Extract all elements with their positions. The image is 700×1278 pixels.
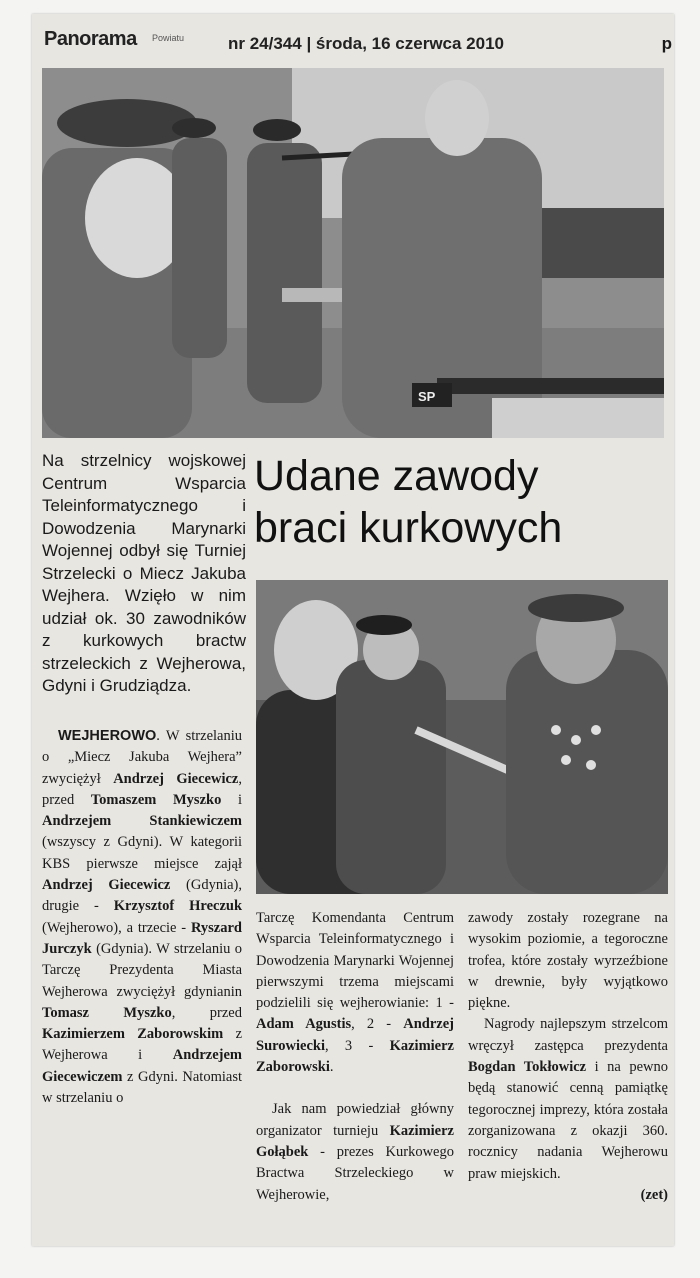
person-name: Tomaszem Myszko <box>90 791 222 808</box>
text-run: , 2 - <box>351 1016 404 1033</box>
person-name: Andrzej Giecewicz <box>113 770 239 787</box>
person-name: Kazimierz Zaborowski <box>256 1037 454 1076</box>
text-run: , 3 - <box>325 1037 390 1054</box>
text-run: (Wejherowo), a trzecie - <box>42 919 191 936</box>
text-run: z Gdyni. Natomiast w strzelaniu o <box>42 1068 242 1107</box>
text-run: Tarczę Komendanta Centrum Wsparcia Teleinformatycznego i Dowodzenia Marynarki Wojennej pierwszymi trzema miejscami podzielili się wejherowianie: 1 - <box>256 910 454 1012</box>
logo-text: Panorama <box>44 28 137 50</box>
person-name: Tomasz Myszko <box>42 1004 172 1021</box>
person-name: Adam Agustis <box>256 1016 352 1033</box>
text-run: Jak nam powiedział główny organizator turnieju <box>256 1101 454 1139</box>
text-run: (Gdynia). W strzelaniu o Tarczę Prezydenta Miasta Wejherowa zwyciężył gdynianin <box>42 940 242 1000</box>
masthead <box>44 22 674 62</box>
article-column-3 <box>468 908 668 1206</box>
person-name: Kazimierz Gołąbek <box>256 1122 454 1160</box>
person-name: Ryszard Jurczyk <box>42 919 242 957</box>
headline-line-2: braci kurkowych <box>254 504 563 552</box>
person-name: Bogdan Tokłowicz <box>468 1059 587 1076</box>
photo-shooting-range-drawing <box>42 68 664 438</box>
article-column-2 <box>256 908 454 1206</box>
photo-shooting-range <box>42 68 664 438</box>
paragraph <box>42 726 242 1109</box>
logo-subtitle: Powiatu <box>152 33 185 43</box>
text-run: (wszyscy z Gdyni). W kategorii KBS pierwsze miejsce zajął <box>42 834 242 872</box>
paragraph <box>468 1014 668 1184</box>
text-run: i na pewno będą stanowić cenną pamiątkę tegorocznej imprezy, która została zorganizowana z okazji 360. rocznicy nadania Wejherowu praw miejskich. <box>468 1059 669 1182</box>
cut-off-text: p <box>661 34 672 53</box>
text-run: . W strzelaniu o „Miecz Jakuba Wejhera” zwyciężył <box>42 728 242 787</box>
article-lead: Na strzelnicy wojskowej Centrum Wsparcia Teleinformatycznego i Dowodzenia Marynarki Wojennej odbył się Turniej Strzelecki o Miecz Jakuba Wejhera. Wzięło w nim udział ok. 30 zawodników z kurkowych bractw strzeleckich z Wejherowa, Gdyni i Grudziądza. <box>42 451 246 695</box>
person-name: Andrzej Giecewicz <box>42 877 171 894</box>
photo-award-ceremony <box>256 580 668 894</box>
text-run: i <box>221 791 242 808</box>
paragraph <box>256 908 454 1078</box>
author-signature: (zet) <box>640 1186 668 1203</box>
photo-award-ceremony-drawing <box>256 580 668 894</box>
newspaper-logo <box>44 28 137 51</box>
person-name: Andrzej Surowiecki <box>256 1016 454 1054</box>
headline-line-1: Udane zawody <box>254 452 539 500</box>
article-headline <box>254 450 669 554</box>
text-run: Nagrody najlepszym strzelcom wręczył zastępca prezydenta <box>468 1016 668 1054</box>
person-name: Andrzejem Giecewiczem <box>42 1047 242 1085</box>
newspaper-clipping <box>32 14 674 1246</box>
dateline: WEJHEROWO <box>58 728 157 744</box>
text-run: z Wejherowa i <box>42 1026 242 1064</box>
person-name: Kazimierzem Zaborowskim <box>42 1026 224 1043</box>
text-run: (Gdynia), drugie - <box>42 877 242 915</box>
text-run: , przed <box>171 1004 242 1021</box>
person-name: Krzysztof Hreczuk <box>113 898 243 915</box>
issue-info: nr 24/344 | środa, 16 czerwca 2010 <box>228 34 504 53</box>
text-run: , przed <box>42 770 242 808</box>
text-run: . <box>329 1059 334 1076</box>
person-name: Andrzejem Stankiewiczem <box>42 813 242 830</box>
paragraph: zawody zostały rozegrane na wysokim poziomie, a tegoroczne trofea, które zostały wyrzeźbione w drewnie, były wyjątkowo piękne. <box>468 910 668 1012</box>
text-run: - prezes Kurkowego Bractwa Strzeleckiego w Wejherowie, <box>256 1143 454 1203</box>
paragraph <box>256 1099 454 1205</box>
article-column-1 <box>42 726 242 1109</box>
badge-text: SP <box>418 389 436 404</box>
